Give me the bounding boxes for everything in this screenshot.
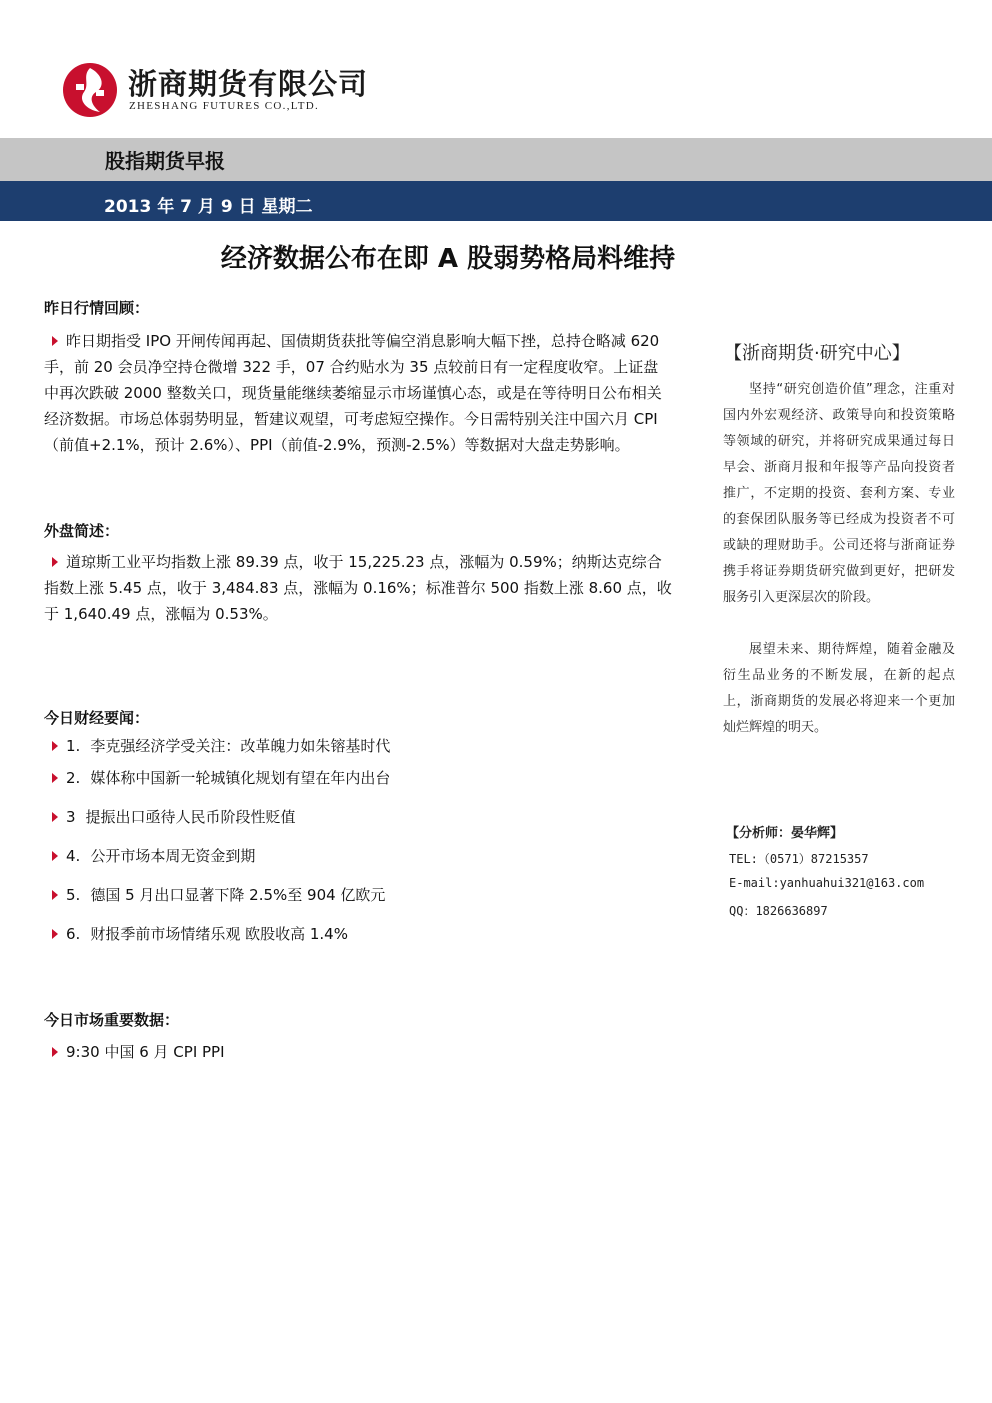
overseas-text: 道琼斯工业平均指数上涨 89.39 点，收于 15,225.23 点，涨幅为 0.59%；纳斯达克综合指数上涨 5.45 点，收于 3,484.83 点，涨幅为 0.16%；标准普尔 500 指数上涨 8.60 点，收于 1,640.49 点，涨幅为 0.53%。 [44,553,672,623]
report-type: 股指期货早报 [105,149,225,173]
bullet-arrow-icon [52,890,58,900]
company-name-en: ZHESHANG FUTURES CO.,LTD. [129,100,320,112]
list-item: 2. 媒体称中国新一轮城镇化规划有望在年内出台 [44,767,390,788]
list-item: 3 提振出口亟待人民币阶段性贬值 [44,806,296,827]
analyst-tel: TEL:（0571）87215357 [729,852,869,866]
section-title-review: 昨日行情回顾： [44,299,150,317]
analyst-email[interactable]: E-mail:yanhuahui321@163.com [729,876,925,890]
section-title-news: 今日财经要闻： [44,709,150,727]
sidebar-intro: 坚持“研究创造价值”理念，注重对国内外宏观经济、政策导向和投资策略等领域的研究，并将研究成果通过每日早会、浙商月报和年报等产品向投资者推广，不定期的投资、套利方案、专业的套保团队服务等已经成为投资者不可或缺的理财助手。公司还将与浙商证券携手将证券期货研究做到更好，把研发服务引入更深层次的阶段。 [723,382,955,605]
bullet-arrow-icon [52,929,58,939]
headline: 经济数据公布在即 A 股弱势格局料维持 [220,244,676,274]
list-item: 1. 李克强经济学受关注：改革魄力如朱镕基时代 [44,735,390,756]
analyst-name: 【分析师：晏华辉】 [726,826,844,841]
bullet-arrow-icon [52,1047,58,1057]
bullet-arrow-icon [52,557,58,567]
bullet-arrow-icon [52,812,58,822]
bullet-arrow-icon [52,773,58,783]
list-item: 6. 财报季前市场情绪乐观 欧股收高 1.4% [44,923,348,944]
list-item: 9:30 中国 6 月 CPI PPI [44,1041,225,1062]
sidebar-title: 【浙商期货·研究中心】 [724,343,910,364]
overseas-paragraph [44,549,672,627]
analyst-qq: QQ：1826636897 [729,904,828,918]
review-paragraph [44,328,672,458]
review-text: 昨日期指受 IPO 开闸传闻再起、国债期货获批等偏空消息影响大幅下挫，总持仓略减 620 手，前 20 会员净空持仓微增 322 手，07 合约贴水为 35 点较前日有一定程度收窄。上证盘中再次跌破 2000 整数关口，现货量能继续萎缩显示市场谨慎心态，或是在等待明日公布相关经济数据。市场总体弱势明显，暂建议观望，可考虑短空操作。今日需特别关注中国六月 CPI（前值+2.1%，预计 2.6%）、PPI（前值-2.9%，预测-2.5%）等数据对大盘走势影响。 [44,332,662,454]
bullet-arrow-icon [52,851,58,861]
sidebar-outlook: 展望未来、期待辉煌，随着金融及衍生品业务的不断发展，在新的起点上，浙商期货的发展必将迎来一个更加灿烂辉煌的明天。 [723,642,955,735]
company-logo [62,62,118,118]
list-item: 5. 德国 5 月出口显著下降 2.5%至 904 亿欧元 [44,884,385,905]
list-item: 4. 公开市场本周无资金到期 [44,845,255,866]
section-title-market-data: 今日市场重要数据： [44,1011,180,1029]
bullet-arrow-icon [52,741,58,751]
report-date: 2013 年 7 月 9 日 星期二 [104,197,313,217]
bullet-arrow-icon [52,336,58,346]
section-title-overseas: 外盘简述： [44,522,120,540]
company-name-cn: 浙商期货有限公司 [128,67,369,101]
